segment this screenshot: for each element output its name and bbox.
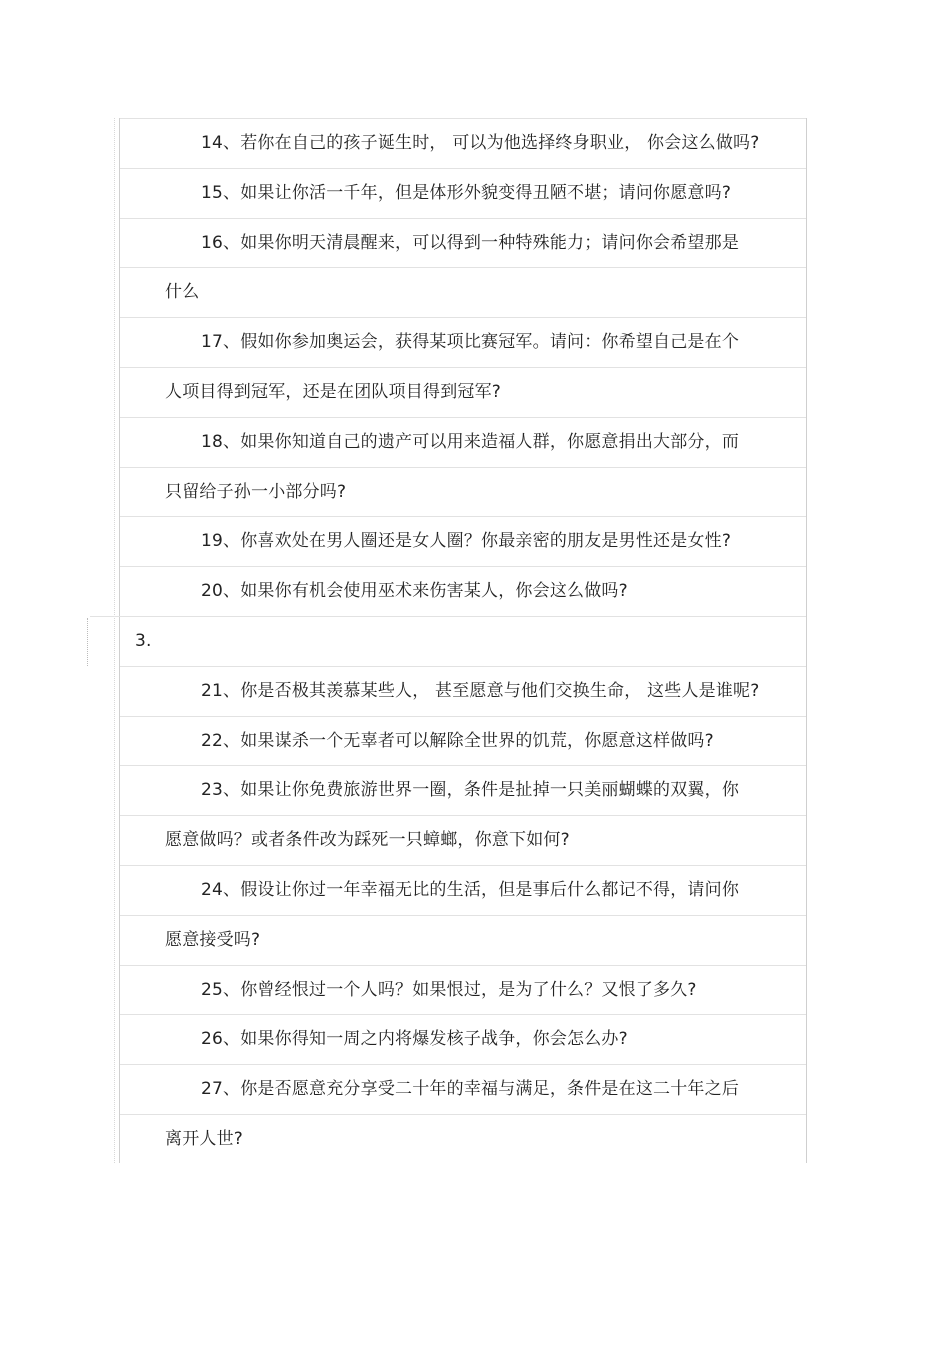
document-line-row xyxy=(120,815,806,864)
document-line-row xyxy=(120,865,806,914)
document-line-row xyxy=(120,1064,806,1113)
document-line-row xyxy=(120,566,806,615)
question-continuation: 什么 xyxy=(165,282,200,303)
question-text: 22、如果谋杀一个无辜者可以解除全世界的饥荒，你愿意这样做吗? xyxy=(201,730,714,751)
section-heading: 3. xyxy=(135,631,152,651)
question-text: 17、假如你参加奥运会，获得某项比赛冠军。请问：你希望自己是在个 xyxy=(201,332,740,353)
question-text: 20、如果你有机会使用巫术来伤害某人，你会这么做吗? xyxy=(201,581,628,602)
document-line-row xyxy=(120,1014,806,1063)
document-line-row xyxy=(120,915,806,964)
question-continuation: 愿意接受吗? xyxy=(165,929,261,950)
question-text: 25、你曾经恨过一个人吗？如果恨过，是为了什么？又恨了多久? xyxy=(201,979,697,1000)
right-margin-rule xyxy=(806,118,807,1163)
question-text: 26、如果你得知一周之内将爆发核子战争，你会怎么办? xyxy=(201,1029,628,1050)
question-text: 15、如果让你活一千年，但是体形外貌变得丑陋不堪；请问你愿意吗? xyxy=(201,182,732,203)
question-continuation: 人项目得到冠军，还是在团队项目得到冠军? xyxy=(165,382,502,402)
question-text: 23、如果让你免费旅游世界一圈，条件是扯掉一只美丽蝴蝶的双翼，你 xyxy=(201,780,740,801)
document-line-row xyxy=(120,367,806,416)
question-text: 16、如果你明天清晨醒来，可以得到一种特殊能力；请问你会希望那是 xyxy=(201,232,740,253)
document-line-row xyxy=(120,317,806,366)
question-text: 19、你喜欢处在男人圈还是女人圈？你最亲密的朋友是男性还是女性? xyxy=(201,531,732,552)
document-line-row xyxy=(120,666,806,715)
document-line-row xyxy=(120,965,806,1014)
question-text: 21、你是否极其羡慕某些人， 甚至愿意与他们交换生命， 这些人是谁呢? xyxy=(201,680,760,701)
section-margin-rule xyxy=(87,618,88,666)
question-text: 27、你是否愿意充分享受二十年的幸福与满足，条件是在这二十年之后 xyxy=(201,1079,740,1100)
document-line-row xyxy=(120,218,806,267)
document-line-row xyxy=(120,118,806,167)
question-continuation: 离开人世? xyxy=(165,1129,244,1149)
question-text: 24、假设让你过一年幸福无比的生活，但是事后什么都记不得，请问你 xyxy=(201,880,740,900)
document-line-row xyxy=(120,168,806,217)
question-text: 18、如果你知道自己的遗产可以用来造福人群，你愿意捐出大部分，而 xyxy=(201,431,740,452)
section-heading-row xyxy=(90,616,806,665)
question-continuation: 愿意做吗？或者条件改为踩死一只蟑螂，你意下如何? xyxy=(165,830,570,851)
question-text: 14、若你在自己的孩子诞生时， 可以为他选择终身职业， 你会这么做吗? xyxy=(201,133,760,153)
document-line-row xyxy=(120,417,806,466)
document-line-row xyxy=(120,1114,806,1163)
document-line-row xyxy=(120,765,806,814)
question-continuation: 只留给子孙一小部分吗? xyxy=(165,481,347,502)
document-line-row xyxy=(120,516,806,565)
document-line-row xyxy=(120,267,806,316)
document-line-row xyxy=(120,716,806,765)
document-line-row xyxy=(120,467,806,516)
